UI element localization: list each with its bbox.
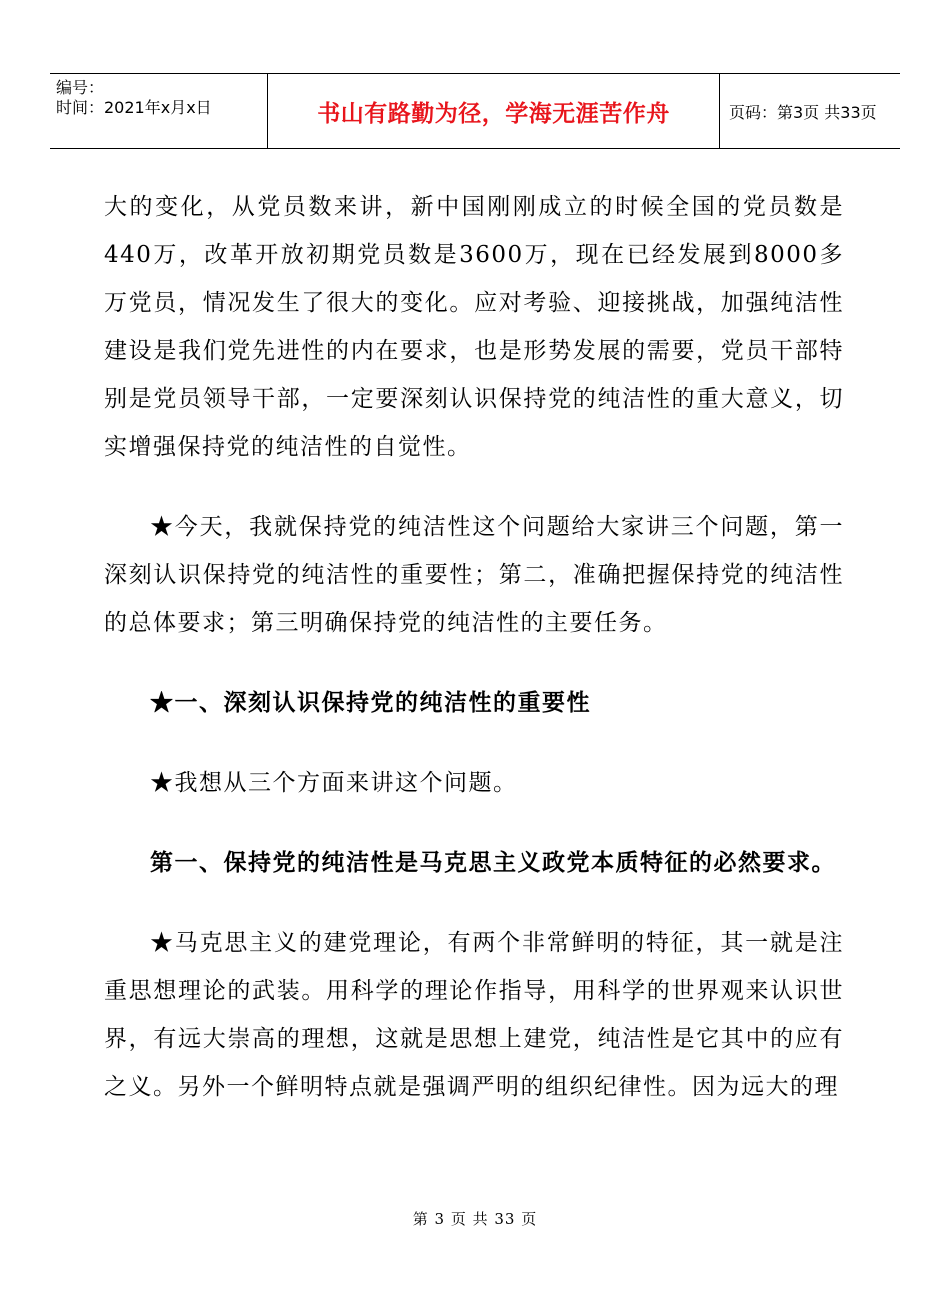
document-number-label: 编号： xyxy=(56,78,105,97)
header-meta xyxy=(50,74,267,148)
paragraph: ★马克思主义的建党理论，有两个非常鲜明的特征，其一就是注重思想理论的武装。用科学的理论作指导，用科学的世界观来认识世界，有远大崇高的理想，这就是思想上建党，纯洁性是它其中的应有之义。另外一个鲜明特点就是强调严明的组织纪律性。因为远大的理 xyxy=(104,930,844,1100)
paragraph: ★今天，我就保持党的纯洁性这个问题给大家讲三个问题，第一深刻认识保持党的纯洁性的重要性；第二，准确把握保持党的纯洁性的总体要求；第三明确保持党的纯洁性的主要任务。 xyxy=(104,514,844,636)
paragraph: ★我想从三个方面来讲这个问题。 xyxy=(150,770,518,796)
document-time-label: 时间：2021年x月x日 xyxy=(56,98,212,117)
subsection-heading: 第一、保持党的纯洁性是马克思主义政党本质特征的必然要求。 xyxy=(150,849,836,876)
document-body xyxy=(104,183,844,1111)
header-motto: 书山有路勤为径，学海无涯苦作舟 xyxy=(317,100,670,127)
header-divider-right xyxy=(719,74,720,148)
page-footer: 第 3 页 共 33 页 xyxy=(412,1210,538,1228)
paragraph: 大的变化，从党员数来讲，新中国刚刚成立的时候全国的党员数是440万，改革开放初期党员数是3600万，现在已经发展到8000多万党员，情况发生了很大的变化。应对考验、迎接挑战，加强纯洁性建设是我们党先进性的内在要求，也是形势发展的需要，党员干部特别是党员领导干部，一定要深刻认识保持党的纯洁性的重大意义，切实增强保持党的纯洁性的自觉性。 xyxy=(104,194,844,460)
header-page-number: 页码：第3页 共33页 xyxy=(729,102,877,122)
page-header xyxy=(50,73,900,149)
section-heading: ★一、深刻认识保持党的纯洁性的重要性 xyxy=(150,689,591,716)
